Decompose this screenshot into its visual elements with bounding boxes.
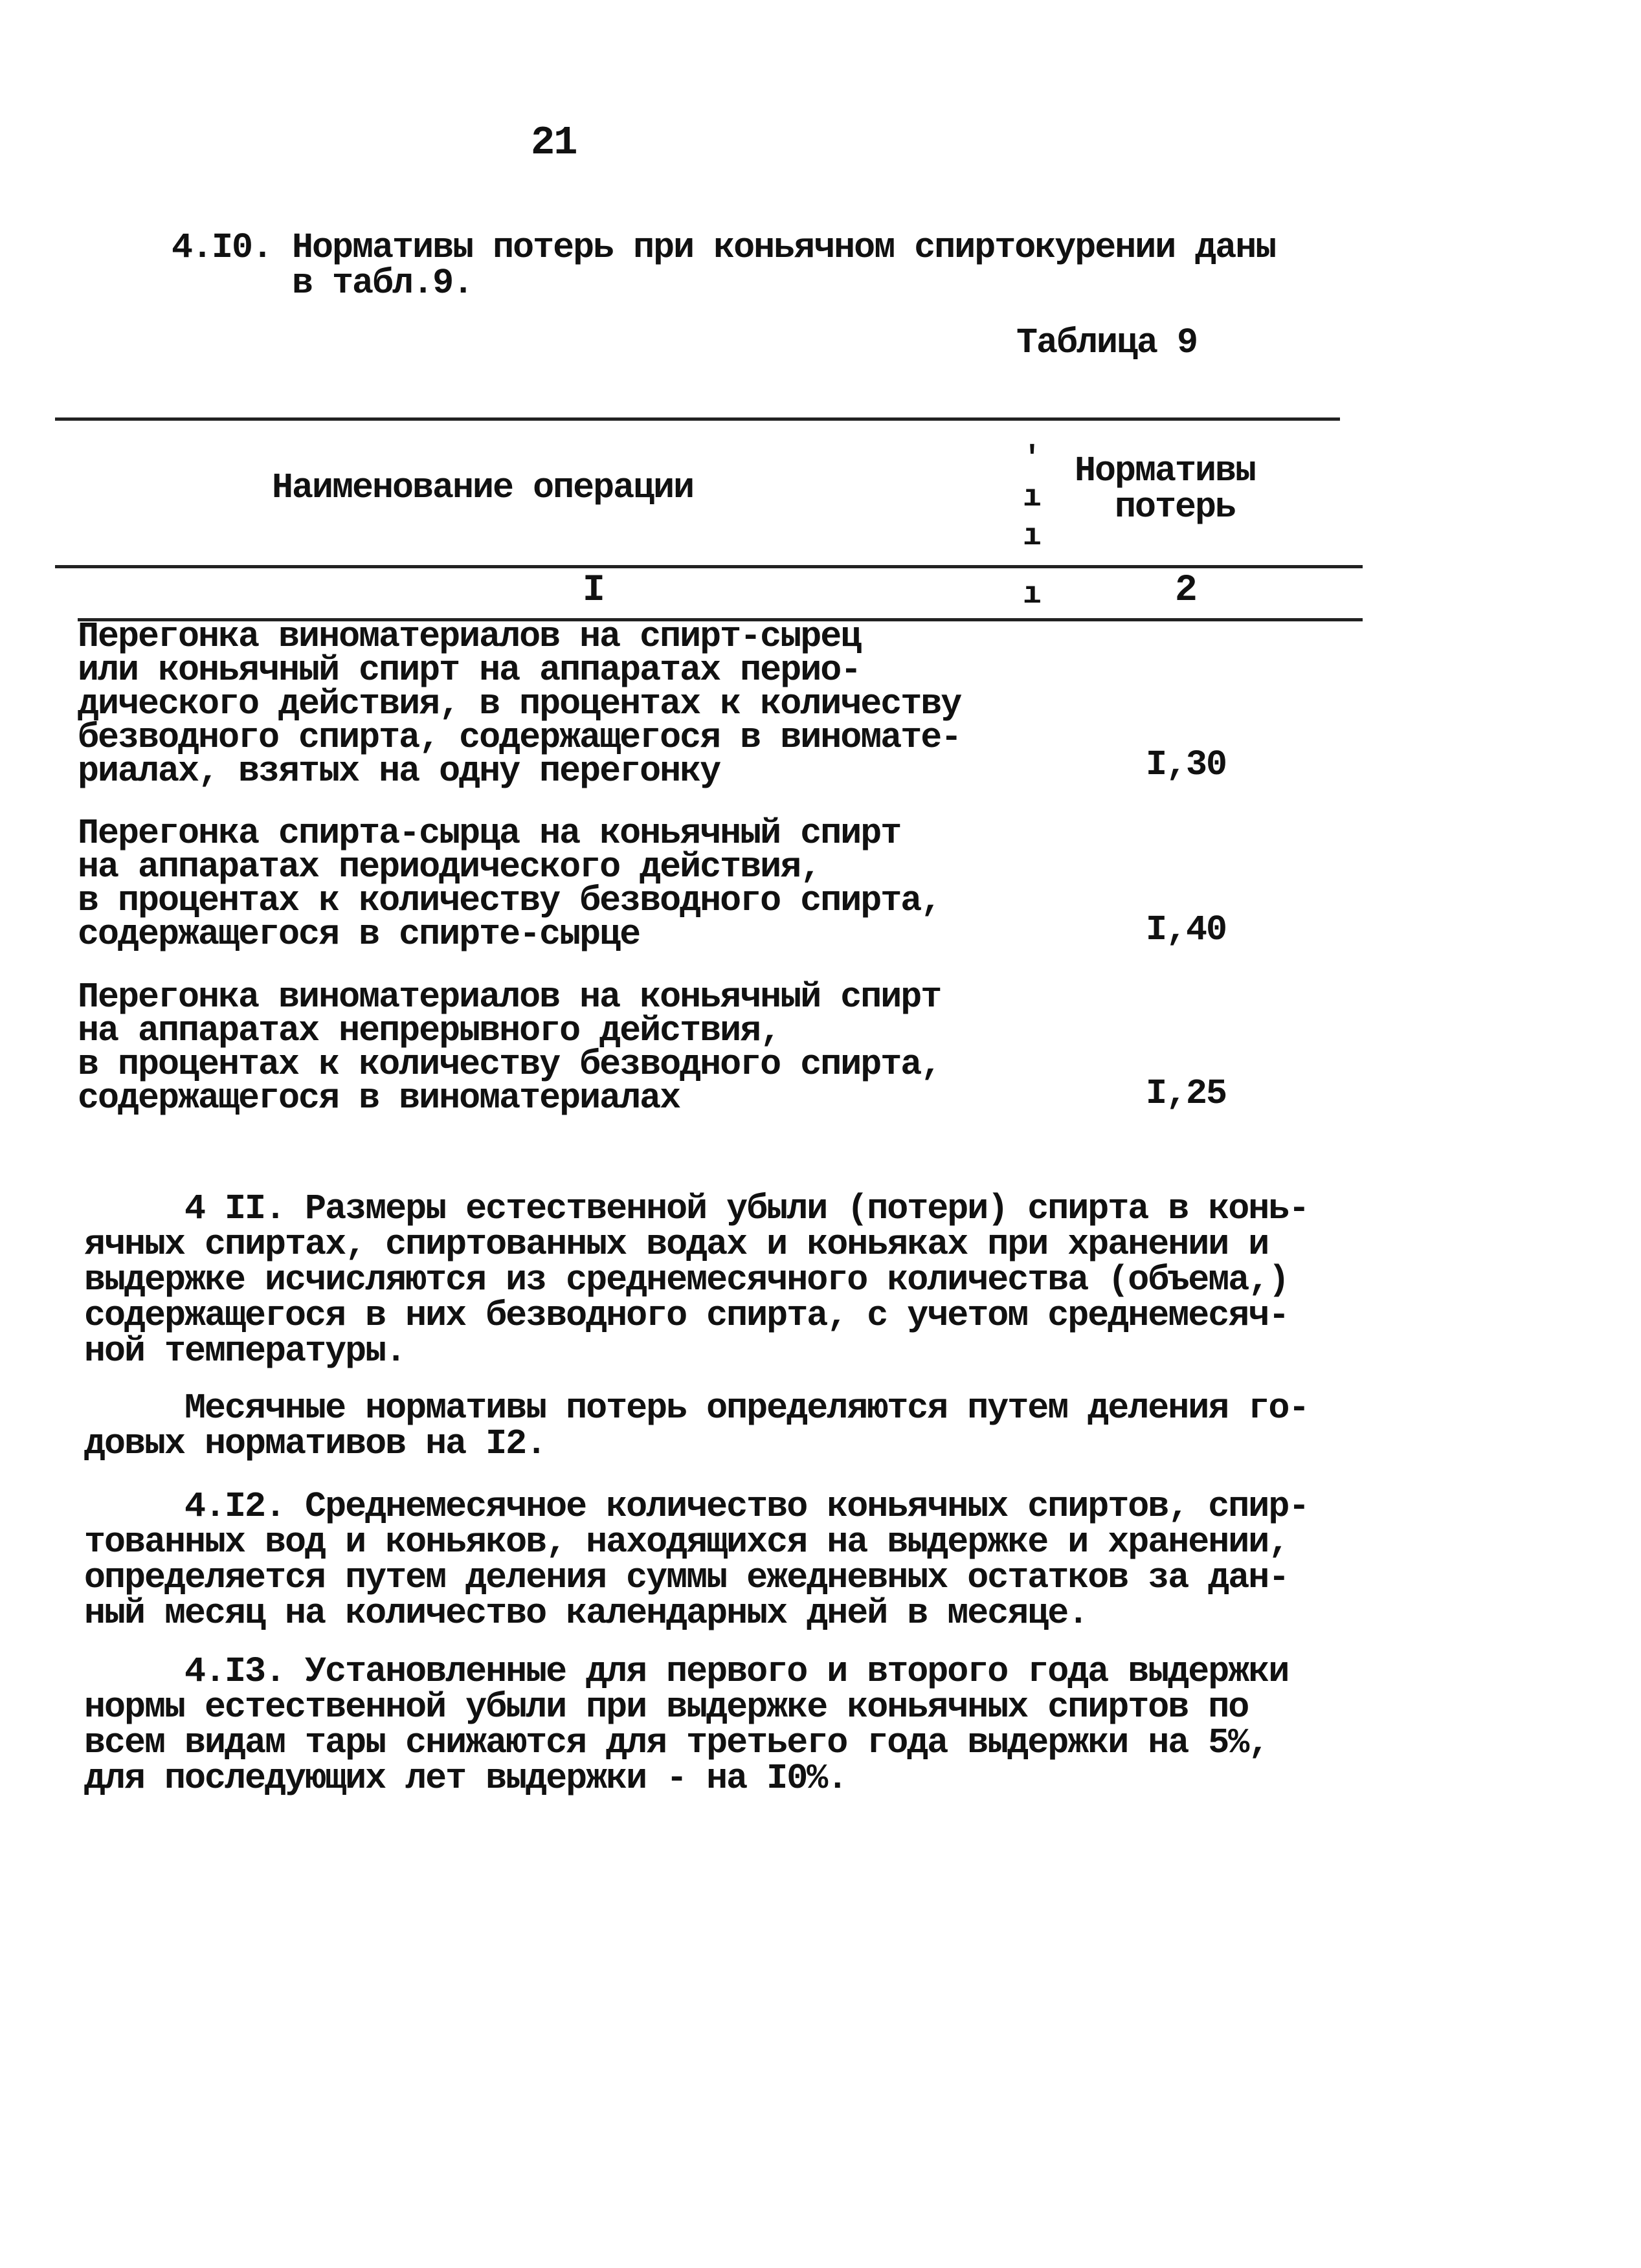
column-separator-mark: ı xyxy=(1023,577,1042,612)
header-loss-norms: Нормативы потерь xyxy=(1075,450,1256,528)
paragraph-4-12: 4.I2. Среднемесячное количество коньячных спиртов, спир- тованных вод и коньяков, находящихся на выдержке и хранении, определяется путем деления суммы ежедневных остатков за дан- ный месяц на количество календарных дней в месяце. xyxy=(84,1486,1309,1634)
paragraph-4-11: 4 II. Размеры естественной убыли (потери) спирта в конь- ячных спиртах, спиртованных водах и коньяках при хранении и выдержке исчисляются из среднемесячного количества (объема,) содержащегося в них безводного спирта, с учетом среднемесяч- ной температуры. xyxy=(84,1188,1309,1372)
table-row-1-operation: Перегонка виноматериалов на спирт-сырец или коньячный спирт на аппаратах перио- дического действия, в процентах к количеству безводного спирта, содержащегося в виномате- риалах, взятых на одну перегонку xyxy=(78,616,961,792)
column-separator-mark: ı xyxy=(1023,480,1042,515)
header-bottom-rule xyxy=(55,565,1363,568)
table-top-rule xyxy=(55,417,1340,421)
header-operation-name: Наименование операции xyxy=(272,467,694,508)
column-number-1: I xyxy=(583,570,605,612)
table-row-1-norm: I,30 xyxy=(1146,744,1227,785)
table-row-3-operation: Перегонка виноматериалов на коньячный спирт на аппаратах непрерывного действия, в процентах к количеству безводного спирта, содержащегося в виноматериалах xyxy=(78,977,941,1118)
intro-paragraph: 4.I0. Нормативы потерь при коньячном спиртокурении даны в табл.9. xyxy=(172,227,1276,304)
column-number-2: 2 xyxy=(1175,570,1198,612)
paragraph-4-13: 4.I3. Установленные для первого и второго года выдержки нормы естественной убыли при выдержке коньячных спиртов по всем видам тары снижаются для третьего года выдержки на 5%, для последующих лет выдержки - на I0%. xyxy=(84,1651,1289,1799)
table-row-2-operation: Перегонка спирта-сырца на коньячный спирт на аппаратах периодического действия, в процентах к количеству безводного спирта, содержащегося в спирте-сырце xyxy=(78,813,941,955)
table-row-2-norm: I,40 xyxy=(1146,909,1227,950)
column-separator-mark: ı xyxy=(1023,519,1042,554)
paragraph-monthly-norms: Месячные нормативы потерь определяются путем деления го- довых нормативов на I2. xyxy=(84,1388,1309,1464)
page-number: 21 xyxy=(531,120,577,166)
column-separator-mark: ' xyxy=(1023,441,1042,476)
table-row-3-norm: I,25 xyxy=(1146,1073,1227,1114)
table-caption: Таблица 9 xyxy=(1016,322,1198,363)
